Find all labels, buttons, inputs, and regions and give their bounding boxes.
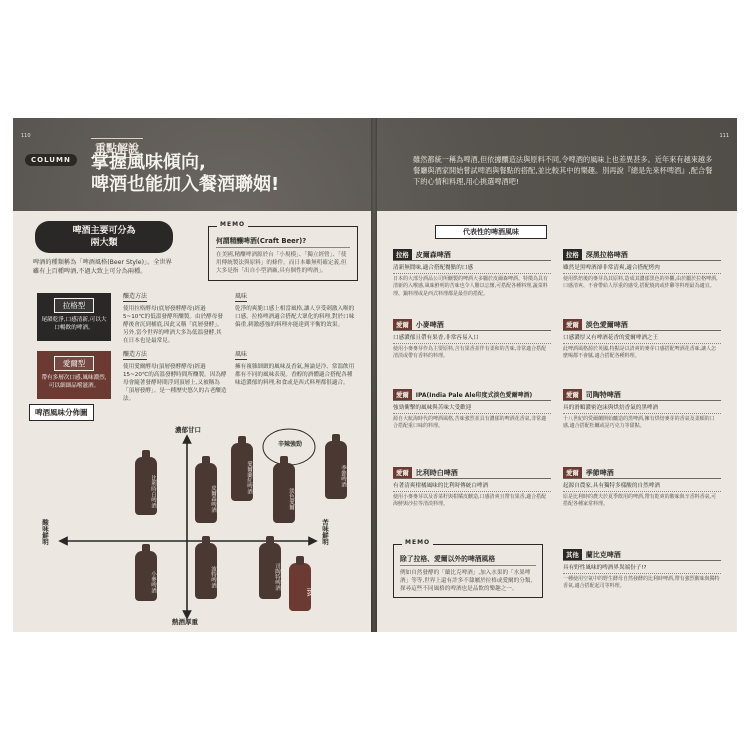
topic-title bbox=[35, 221, 173, 253]
page-number-right: 111 bbox=[719, 133, 729, 139]
beer-head bbox=[393, 389, 551, 401]
ale-flavor-text: 擁有複雜細緻的風味及香氣,無論是冷、常溫飲用都有不同的風味表現。香醇的酒體適合搭配各種味道濃郁的料理,和食或是西式料理都很適合。 bbox=[235, 364, 355, 386]
beer-head bbox=[393, 467, 551, 479]
memo-title: 除了拉格、愛爾以外的啤酒風格 bbox=[400, 553, 536, 566]
column-label: COLUMN bbox=[25, 154, 77, 166]
beer-head bbox=[563, 467, 721, 479]
axis-bottom-label: 熱酒厚重 bbox=[172, 618, 198, 626]
beer-type-tag: 愛爾 bbox=[393, 467, 412, 478]
beer-type-tag: 拉格 bbox=[393, 249, 412, 260]
book-gutter bbox=[371, 118, 377, 632]
beer-name: 季節啤酒 bbox=[585, 468, 614, 477]
ale-flavor bbox=[235, 351, 357, 387]
ale-method bbox=[123, 351, 227, 403]
bottle-seasonal: 季節啤酒 bbox=[325, 441, 347, 499]
right-page bbox=[377, 211, 737, 632]
beer-subtitle: 具有野性風味的啤酒界異端份子!? bbox=[563, 561, 721, 574]
beer-head bbox=[393, 249, 551, 261]
beer-description: 使用小麥麥芽以及香菜籽與柑橘皮醸造,口感清爽且帶有果香,適合搭配海鮮與沙拉等清淡料理。 bbox=[393, 494, 547, 508]
headline-line-1: 掌握風味傾向, bbox=[91, 152, 206, 173]
lager-label: 拉格型 bbox=[54, 298, 95, 313]
beer-description: 一種使用空氣中的野生酵母自然發酵的比利時啤酒,帶有強烈酸味與獨特香氣,適合搭配起司等料理。 bbox=[563, 576, 720, 590]
beer-head bbox=[563, 249, 721, 261]
headline-line-2: 啤酒也能加入餐酒聯姻! bbox=[91, 174, 280, 195]
beer-subtitle: 有著清爽柑橘風味的比利時傳統白啤酒 bbox=[393, 479, 551, 492]
bottle-irish-red: 愛爾蘭紅啤酒 bbox=[231, 443, 253, 501]
beer-description: 原是比利時的農夫於夏季飲用的啤酒,帶有乾爽的酸味與辛香料香氣,可搭配各種家常料理。 bbox=[563, 494, 717, 508]
axis-corner-label: 辛辣強勁 bbox=[277, 441, 302, 448]
lager-method-text: 使用拉格酵母(底層發酵酵母)經過5~10℃的低溫發酵所釀製。由於酵母發酵後會沉到桶底,因此又稱「底層發酵」。另外,當今世界的啤酒大多為低溫發酵,其在日本也是最常見。 bbox=[123, 306, 223, 344]
beer-lambic bbox=[563, 549, 721, 591]
bottle-belgian-white: 比利時白啤酒 bbox=[135, 457, 157, 515]
ale-method-head: 釀造方法 bbox=[123, 351, 148, 358]
bottle-wheat: 小麥啤酒 bbox=[135, 551, 157, 601]
memo-other-styles bbox=[393, 539, 543, 598]
beer-name: 司陶特啤酒 bbox=[585, 390, 621, 399]
beer-subtitle: 雖然是黑啤酒卻非常清爽,適合搭配烤肉 bbox=[563, 261, 721, 274]
beer-head bbox=[563, 549, 721, 561]
axis-left-label: 酸味鮮明 bbox=[41, 519, 49, 545]
memo-tag: MEMO bbox=[217, 221, 248, 228]
bottle-porter: 波特啤酒 bbox=[195, 543, 217, 599]
beer-type-tag: 愛爾 bbox=[563, 467, 582, 478]
bottle-pale-ale: 淡色愛爾 bbox=[273, 463, 295, 523]
beer-subtitle: 口感濃厚又有啤酒花香的愛爾啤酒之王 bbox=[563, 331, 721, 344]
section-tag: 重點解說 bbox=[91, 138, 143, 158]
beer-saison bbox=[563, 467, 721, 509]
beer-description: 使用烘焙後的麥芽為其原料,造成其濃郁黑色的外觀,由於屬於拉格啤酒,口感清爽、不會帶給人厚重的感受,搭配燒肉或炸雞等料理最為適宜。 bbox=[563, 276, 718, 290]
book-spread bbox=[13, 118, 737, 632]
beer-ipa bbox=[393, 389, 551, 431]
headline bbox=[91, 152, 279, 196]
beer-type-tag: 其他 bbox=[563, 549, 582, 560]
ale-flavor-head: 風味 bbox=[235, 351, 248, 358]
intro-paragraph: 雖然都統一稱為啤酒,但依據釀造法與原料不同,令啤酒的風味上也差異甚多。近年來有越來越多餐廳與酒家開始嘗試啤酒與餐點的搭配,並比較其中的樂趣。別再說『總是先來杯啤酒』,配合餐下的心情和料理,用心挑選啤酒吧! bbox=[413, 155, 713, 186]
ale-card bbox=[37, 351, 111, 399]
memo-craft-beer bbox=[208, 221, 358, 281]
topic-title-line-1: 啤酒主要可分為 bbox=[72, 226, 136, 236]
lager-flavor-text: 乾淨的爽脆口感上相當風格,讓人享受刺激入喉的口感。拉格啤酒適合搭配大眾化的料理,對於口味偏重,刺激感強的料理亦能達到平衡的效果。 bbox=[235, 306, 355, 328]
bottle-stout: 司陶特啤酒 bbox=[259, 543, 281, 599]
beer-name: 淡色愛爾啤酒 bbox=[585, 320, 628, 329]
lager-flavor-head: 風味 bbox=[235, 293, 248, 300]
page-number-left: 110 bbox=[21, 133, 31, 139]
beer-type-tag: 愛爾 bbox=[393, 319, 412, 330]
bottle-ipa: IPA bbox=[289, 563, 311, 611]
beer-head bbox=[393, 319, 551, 331]
beer-pilsner bbox=[393, 249, 551, 298]
beer-stout bbox=[563, 389, 721, 431]
beer-name: 小麥啤酒 bbox=[415, 320, 444, 329]
beer-wheat bbox=[393, 319, 551, 361]
topic-text: 啤酒的種類稱為「啤酒風格(Beer Style)」。全世界雖有上百種啤酒,不過大致上可分為兩種。 bbox=[33, 259, 172, 275]
axis-right-label: 苦味鮮明 bbox=[321, 519, 329, 545]
beer-type-tag: 拉格 bbox=[563, 249, 582, 260]
flavor-map-title: 啤酒風味分佈圖 bbox=[29, 404, 94, 421]
beer-description: 此啤酒風格源於英國,特點是以清爽的麥芽口感搭配啤酒花香味,讓人怎麼喝都不會膩,適合搭配各種料理。 bbox=[563, 346, 717, 360]
memo-text: 例如自然發酵的「蘭比克啤酒」,加入水果的「水果啤酒」等等,世界上還有許多不隸屬於拉格或愛爾的分類,探尋這些不同風格的啤酒也是品飲的樂趣之一。 bbox=[400, 570, 533, 592]
memo-tag: MEMO bbox=[402, 539, 433, 546]
topic-title-line-2: 兩大類 bbox=[90, 238, 118, 248]
beer-description: 使用小麥麥芽作為主要原料,含有果香並伴有柔和的苦味,非常適合搭配清淡或帶有香料的料理。 bbox=[393, 346, 547, 360]
beer-name: 比利時白啤酒 bbox=[415, 468, 458, 477]
beer-subtitle: 具的滑順濃密泡沫與烘焙香氣的黑啤酒 bbox=[563, 401, 721, 414]
beer-name: 蘭比克啤酒 bbox=[585, 550, 621, 559]
beer-types-topic bbox=[27, 221, 181, 276]
beer-type-tag: 愛爾 bbox=[393, 389, 412, 400]
flavor-map bbox=[27, 423, 359, 629]
beer-dark-lager bbox=[563, 249, 721, 291]
lager-desc: 尾韻乾淨,口感清新,可以大口暢飲的啤酒。 bbox=[41, 317, 107, 331]
axis-top-label: 濃郁甘口 bbox=[175, 426, 201, 434]
ale-label: 愛爾型 bbox=[54, 356, 95, 371]
lager-method-head: 釀造方法 bbox=[123, 293, 148, 300]
beer-head bbox=[563, 389, 721, 401]
bottle-pilsner: 皮爾森啤酒 bbox=[195, 463, 217, 523]
ale-method-text: 使用愛爾酵母(頂層發酵酵母)經過15~20℃的高溫發酵時間所釀製。因為酵母會隨著發酵時間浮到頂層上,又被稱為「頂層發酵」。是一種歷史悠久的古老釀造法。 bbox=[123, 364, 227, 402]
beer-name: 皮爾森啤酒 bbox=[415, 250, 451, 259]
beer-name: 深黑拉格啤酒 bbox=[585, 250, 628, 259]
beer-subtitle: 強勁衝擊的風味與苦味大受歡迎 bbox=[393, 401, 551, 414]
beer-pale-ale bbox=[563, 319, 721, 361]
beer-description: 日本的大部分酒品公司所醸製的啤酒大多屬於皮爾森啤酒。特徵為具有清新的入喉感,風味鮮明的苦味也令人難以忘懷,可搭配各種料理,蔬菜料理、鍋料理或是西式料理都是最佳的搭配。 bbox=[393, 276, 549, 297]
beer-description: 十八世紀的愛爾蘭開始釀造的黑啤酒,擁有烘焙麥芽的香氣及柔順的口感,適合搭配牡蠣或是巧克力等甜點。 bbox=[563, 416, 715, 430]
beer-subtitle: 清新無閒味,適合搭配餐點的口感 bbox=[393, 261, 551, 274]
beer-head bbox=[563, 319, 721, 331]
lager-card bbox=[37, 293, 111, 341]
beer-subtitle: 口感濃郁且帶有果香,非常容易入口 bbox=[393, 331, 551, 344]
memo-title: 何謂精釀啤酒(Craft Beer)? bbox=[216, 235, 350, 248]
beer-belgian-white bbox=[393, 467, 551, 509]
lager-flavor bbox=[235, 293, 357, 329]
beer-type-tag: 愛爾 bbox=[563, 319, 582, 330]
beer-subtitle: 起源自農家,具有獨特多樣酸的自然啤酒 bbox=[563, 479, 721, 492]
left-page bbox=[13, 211, 371, 632]
memo-text: 在美國,精釀啤酒源於台「小規模」、「獨立經營」、「使用傳統製法與原料」的條件。而日本雖無明確定義,但大多是指「出自小型酒廠,具有個性的啤酒」。 bbox=[216, 252, 347, 274]
representative-beers-title: 代表性的啤酒風味 bbox=[435, 225, 547, 239]
beer-name: IPA(India Pale Ale印度式淡色愛爾啤酒) bbox=[415, 392, 533, 399]
lager-method bbox=[123, 293, 227, 345]
beer-description: 源自大航海時代的啤酒風格,苦味強烈並具有濃郁的啤酒花香氣,非常適合搭配重口味的料理。 bbox=[393, 416, 547, 430]
beer-type-tag: 愛爾 bbox=[563, 389, 582, 400]
ale-desc: 帶有多層次口感,風味濃烈,可以細細品嚐滋酒。 bbox=[41, 375, 107, 389]
